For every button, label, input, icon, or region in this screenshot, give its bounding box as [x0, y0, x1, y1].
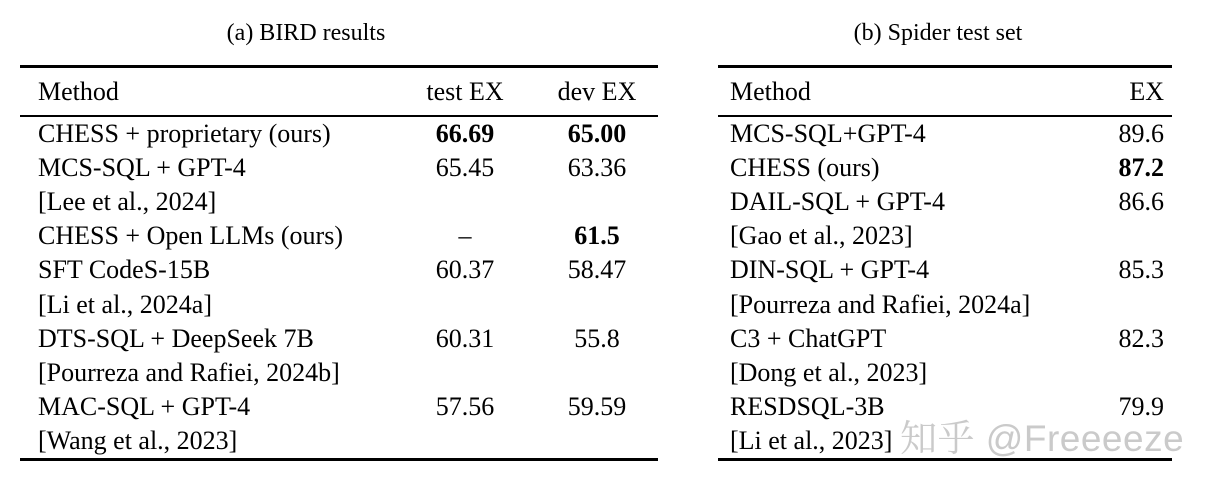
- table-row: [718, 390, 1172, 424]
- ex-cell: 86.6: [1118, 187, 1164, 217]
- method-cell: [Li et al., 2024a]: [38, 289, 212, 319]
- method-cell: [Lee et al., 2024]: [38, 187, 217, 217]
- ex-cell: 85.3: [1118, 255, 1164, 285]
- table-a-col-dev-ex: dev EX: [557, 76, 637, 106]
- table-row: [20, 322, 658, 356]
- method-cell: MAC-SQL + GPT-4: [38, 391, 251, 421]
- method-cell: [Pourreza and Rafiei, 2024b]: [38, 357, 340, 387]
- ex-cell: 89.6: [1118, 119, 1164, 149]
- table-a-caption: (a) BIRD results: [226, 20, 386, 46]
- table-row: [20, 356, 658, 390]
- method-cell: C3 + ChatGPT: [730, 323, 887, 353]
- dev-ex-cell: 59.59: [567, 391, 627, 421]
- table-row: [20, 117, 658, 151]
- test-ex-cell: 57.56: [435, 391, 495, 421]
- method-cell: [Pourreza and Rafiei, 2024a]: [730, 289, 1031, 319]
- dev-ex-cell: 55.8: [574, 323, 620, 353]
- table-row: [718, 185, 1172, 219]
- table-row: [718, 322, 1172, 356]
- table-row: [718, 424, 1172, 458]
- table-b-col-ex: EX: [1129, 76, 1164, 106]
- method-cell: [Wang et al., 2023]: [38, 425, 238, 455]
- table-a-body: [20, 117, 658, 458]
- method-cell: MCS-SQL+GPT-4: [730, 119, 926, 149]
- table-row: [718, 219, 1172, 253]
- ex-cell: 87.2: [1118, 153, 1164, 183]
- test-ex-cell: –: [458, 221, 472, 251]
- method-cell: SFT CodeS-15B: [38, 255, 211, 285]
- method-cell: DIN-SQL + GPT-4: [730, 255, 930, 285]
- table-row: [20, 287, 658, 321]
- table-row: [718, 117, 1172, 151]
- table-b-bottom-rule: [718, 458, 1172, 461]
- test-ex-cell: 65.45: [435, 153, 495, 183]
- table-b-header-row: [718, 68, 1172, 115]
- table-a-header-row: [20, 68, 658, 115]
- table-b-body: [718, 117, 1172, 458]
- ex-cell: 82.3: [1118, 323, 1164, 353]
- dev-ex-cell: 65.00: [567, 119, 627, 149]
- dev-ex-cell: 58.47: [567, 255, 627, 285]
- test-ex-cell: 60.37: [435, 255, 495, 285]
- table-row: [20, 151, 658, 185]
- dev-ex-cell: 63.36: [567, 153, 627, 183]
- method-cell: MCS-SQL + GPT-4: [38, 153, 246, 183]
- table-b-col-method: Method: [730, 76, 811, 106]
- method-cell: DAIL-SQL + GPT-4: [730, 187, 945, 217]
- method-cell: [Dong et al., 2023]: [730, 357, 928, 387]
- table-row: [718, 287, 1172, 321]
- table-a-bottom-rule: [20, 458, 658, 461]
- test-ex-cell: 60.31: [435, 323, 495, 353]
- method-cell: [Li et al., 2023]: [730, 425, 893, 455]
- dev-ex-cell: 61.5: [574, 221, 620, 251]
- method-cell: [Gao et al., 2023]: [730, 221, 913, 251]
- table-row: [20, 219, 658, 253]
- table-row: [20, 253, 658, 287]
- method-cell: RESDSQL-3B: [730, 391, 885, 421]
- table-row: [718, 356, 1172, 390]
- ex-cell: 79.9: [1118, 391, 1164, 421]
- table-row: [20, 185, 658, 219]
- bird-results-table: [20, 0, 658, 461]
- table-row: [718, 253, 1172, 287]
- method-cell: CHESS + proprietary (ours): [38, 119, 331, 149]
- method-cell: CHESS (ours): [730, 153, 880, 183]
- method-cell: DTS-SQL + DeepSeek 7B: [38, 323, 314, 353]
- table-b-caption: (b) Spider test set: [853, 20, 1023, 46]
- table-row: [20, 424, 658, 458]
- test-ex-cell: 66.69: [435, 119, 495, 149]
- table-row: [718, 151, 1172, 185]
- method-cell: CHESS + Open LLMs (ours): [38, 221, 343, 251]
- spider-test-table: [718, 0, 1172, 461]
- table-row: [20, 390, 658, 424]
- table-a-col-method: Method: [38, 76, 119, 106]
- table-a-col-test-ex: test EX: [426, 76, 504, 106]
- watermark: 知乎 @Freeeeze: [900, 418, 1185, 459]
